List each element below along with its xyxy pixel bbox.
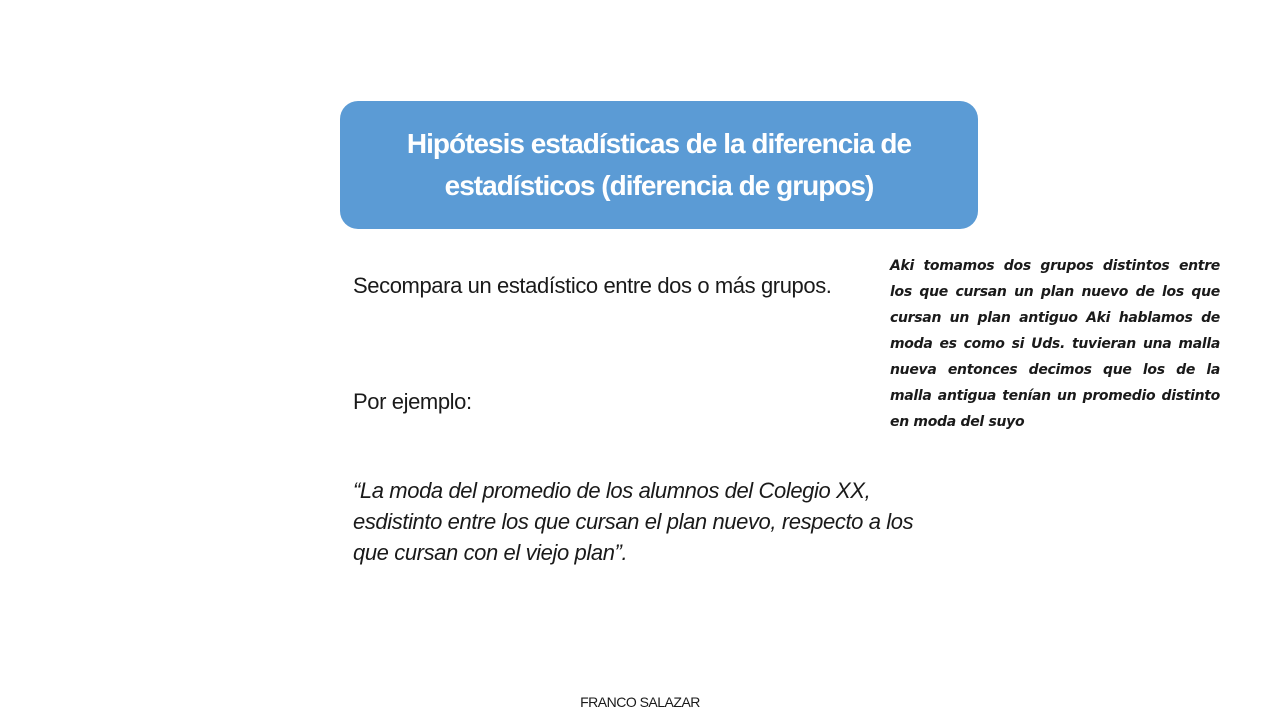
side-note: Aki tomamos dos grupos distintos entre los que cursan un plan nuevo de los que cursan un plan antiguo Aki hablamos de moda es como si Uds. tuvieran una malla nueva entonces decimos que los de la malla antigua tenían un promedio distinto en moda del suyo (890, 258, 1220, 430)
body-paragraph-2: Por ejemplo: (353, 389, 472, 414)
slide-title: Hipótesis estadísticas de la diferencia de estadísticos (diferencia de grupos) (406, 128, 912, 201)
title-box (340, 101, 978, 229)
footer-author: FRANCO SALAZAR (580, 694, 700, 710)
body-example-quote: “La moda del promedio de los alumnos del Colegio XX, esdistinto entre los que cursan el plan nuevo, respecto a los que cursan con el viejo plan”. (353, 478, 914, 565)
body-paragraph-1: Secompara un estadístico entre dos o más grupos. (353, 273, 832, 298)
